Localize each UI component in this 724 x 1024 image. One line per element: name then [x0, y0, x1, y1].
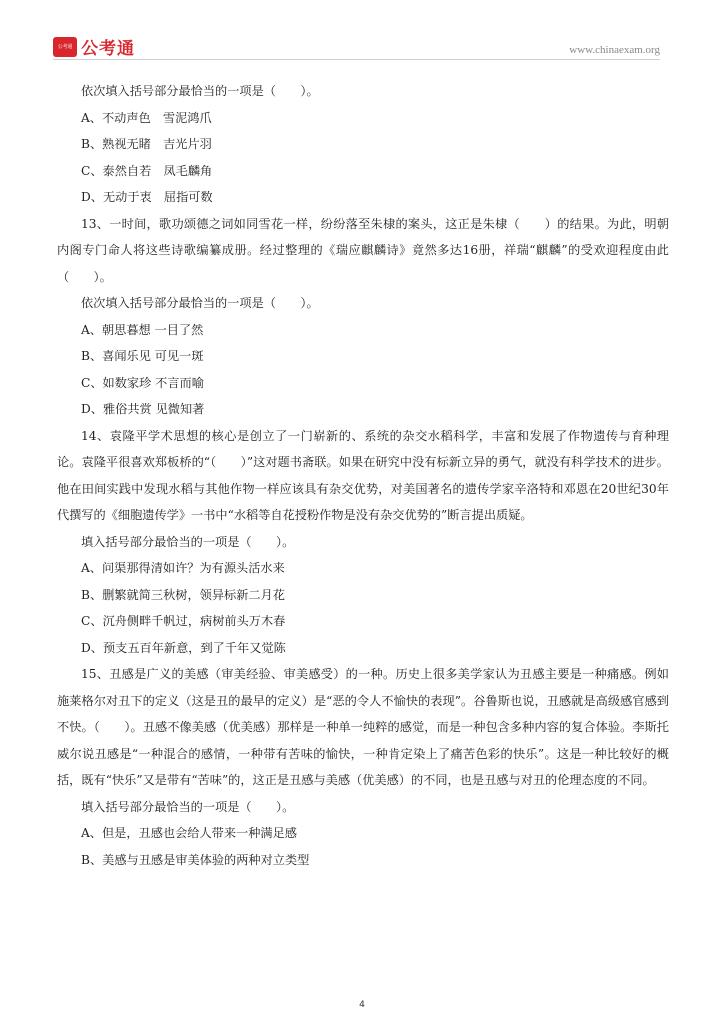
option-c: C、如数家珍 不言而喻 [81, 375, 204, 390]
header-divider [53, 59, 660, 60]
question-14-text: 14、袁隆平学术思想的核心是创立了一门崭新的、系统的杂交水稻科学，丰富和发展了作物遗传与育种理论。袁隆平很喜欢郑板桥的“（ ）”这对题书斋联。如果在研究中没有标新立异的勇气，就没有科学技术的进步。他在田间实践中发现水稻与其他作物一样应该具有杂交优势，对美国著名的遗传学家辛洛特和邓恩在20世纪30年代撰写的《细胞遗传学》一书中“水稻等自花授粉作物是没有杂交优势的”断言提出质疑。 [57, 428, 669, 522]
question-15-text: 15、丑感是广义的美感（审美经验、审美感受）的一种。历史上很多美学家认为丑感主要是一种痛感。例如施莱格尔对丑下的定义（这是丑的最早的定义）是“恶的令人不愉快的表现”。谷鲁斯也说，丑感就是高级感官感到不快。（ ）。丑感不像美感（优美感）那样是一种单一纯粹的感觉，而是一种包含多种内容的复合体验。李斯托威尔说丑感是“一种混合的感情，一种带有苦味的愉快，一种肯定染上了痛苦色彩的快乐”。这是一种比较好的概括，既有“快乐”又是带有“苦味”的，这正是丑感与美感（优美感）的不同，也是丑感与对丑的伦理态度的不同。 [57, 667, 669, 787]
option-d: D、无动于衷 屈指可数 [81, 190, 213, 204]
option-a: A、不动声色 雪泥鸿爪 [81, 110, 212, 125]
option-b: B、删繁就简三秋树，领异标新二月花 [81, 587, 285, 602]
option-d: D、预支五百年新意，到了千年又觉陈 [81, 640, 286, 655]
option-c: C、泰然自若 凤毛麟角 [81, 163, 213, 178]
page-header [0, 0, 724, 64]
option-b: B、熟视无睹 吉光片羽 [81, 137, 212, 151]
question-prompt: 填入括号部分最恰当的一项是（ ）。 [81, 799, 295, 814]
option-a: A、问渠那得清如许？为有源头活水来 [81, 561, 285, 575]
page-number: 4 [359, 1000, 365, 1010]
option-b: B、喜闻乐见 可见一斑 [81, 349, 204, 363]
logo-badge: 公考通 [53, 37, 77, 57]
question-prompt: 依次填入括号部分最恰当的一项是（ ）。 [81, 84, 319, 98]
option-c: C、沉舟侧畔千帆过，病树前头万木春 [81, 614, 286, 628]
option-a: A、朝思暮想 一目了然 [81, 322, 204, 337]
question-prompt: 依次填入括号部分最恰当的一项是（ ）。 [81, 296, 319, 310]
option-a: A、但是，丑感也会给人带来一种满足感 [81, 826, 297, 840]
document-body [57, 78, 669, 873]
option-b: B、美感与丑感是审美体验的两种对立类型 [81, 852, 310, 867]
question-13-text: 13、一时间，歌功颂德之词如同雪花一样，纷纷落至朱棣的案头，这正是朱棣（ ）的结果。为此，明朝内阁专门命人将这些诗歌编纂成册。经过整理的《瑞应麒麟诗》竟然多达16册，祥瑞“麒麟”的受欢迎程度由此（ ）。 [57, 216, 669, 284]
site-url[interactable]: www.chinaexam.org [569, 44, 660, 56]
question-prompt: 填入括号部分最恰当的一项是（ ）。 [81, 534, 295, 549]
option-d: D、雅俗共赏 见微知著 [81, 402, 205, 416]
site-logo[interactable] [53, 34, 135, 59]
logo-text: 公考通 [81, 39, 135, 59]
